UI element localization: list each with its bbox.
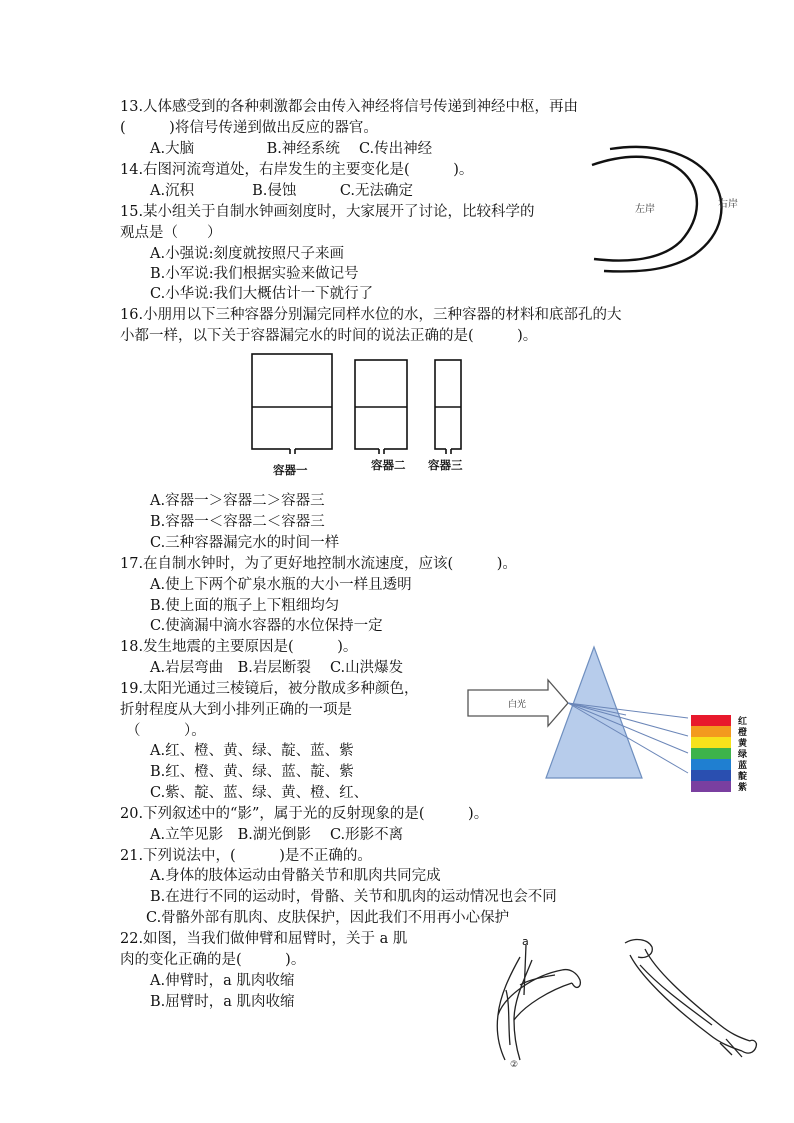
q16-stem-line1: 16.小朋用以下三种容器分别漏完同样水位的水，三种容器的材料和底部孔的大 xyxy=(120,307,622,323)
extended-arm-drawing xyxy=(625,940,756,1057)
spectrum-bar xyxy=(691,715,731,726)
river-bend-figure xyxy=(588,143,758,278)
q14-stem: 14.右图河流弯道处，右岸发生的主要变化是( )。 xyxy=(120,162,474,178)
q17-stem: 17.在自制水钟时，为了更好地控制水流速度，应该( )。 xyxy=(120,556,517,572)
q18-options: A.岩层弯曲 B.岩层断裂 C.山洪爆发 xyxy=(150,660,404,676)
spectrum-label: 紫 xyxy=(738,783,748,793)
q14-options: A.沉积 B.侵蚀 C.无法确定 xyxy=(150,183,414,199)
left-bank-label: 左岸 xyxy=(635,204,655,215)
q17-option-c: C.使滴漏中滴水容器的水位保持一定 xyxy=(150,618,383,634)
spectrum-bar xyxy=(691,770,731,781)
q13-stem-line1: 13.人体感受到的各种刺激都会由传入神经将信号传递到神经中枢，再由 xyxy=(120,99,579,115)
q22-stem-line1: 22.如图，当我们做伸臂和屈臂时，关于 a 肌 xyxy=(120,931,408,947)
q21-option-b: B.在进行不同的运动时，骨骼、关节和肌肉的运动情况也会不同 xyxy=(150,889,557,905)
spectrum-label: 蓝 xyxy=(738,761,748,771)
q16-option-c: C.三种容器漏完水的时间一样 xyxy=(150,535,340,551)
q16-option-a: A.容器一＞容器二＞容器三 xyxy=(150,493,325,509)
q18-stem: 18.发生地震的主要原因是( )。 xyxy=(120,639,358,655)
muscle-a-label-flexed: a xyxy=(522,935,529,948)
spectrum-label: 红 xyxy=(738,717,748,727)
spectrum-bar xyxy=(691,748,731,759)
container-two-shape xyxy=(355,360,407,449)
spectrum-label: 黄 xyxy=(738,739,748,749)
spectrum-bar xyxy=(691,737,731,748)
spectrum-label: 橙 xyxy=(738,728,748,738)
container-two-label: 容器二 xyxy=(371,458,406,472)
q19-option-c: C.紫、靛、蓝、绿、黄、橙、红、 xyxy=(150,785,369,801)
q13-stem-line2: ( )将信号传递到做出反应的器官。 xyxy=(120,120,378,136)
container-one-label: 容器一 xyxy=(273,463,308,477)
q13-options: A.大脑 B.神经系统 C.传出神经 xyxy=(150,141,433,157)
q20-options: A.立竿见影 B.湖光倒影 C.形影不离 xyxy=(150,827,404,843)
q17-option-a: A.使上下两个矿泉水瓶的大小一样且透明 xyxy=(150,577,412,593)
q17-option-b: B.使上面的瓶子上下粗细均匀 xyxy=(150,598,340,614)
q21-option-a: A.身体的肢体运动由骨骼关节和肌肉共同完成 xyxy=(150,868,441,884)
q21-option-c: C.骨骼外部有肌肉、皮肤保护，因此我们不用再小心保护 xyxy=(146,910,510,926)
prism-figure xyxy=(466,643,762,793)
spectrum-labels xyxy=(737,715,748,793)
arm-figures xyxy=(480,935,760,1070)
spectrum-bar xyxy=(691,781,731,792)
q20-stem: 20.下列叙述中的“影”，属于光的反射现象的是( )。 xyxy=(120,806,489,822)
q15-option-a: A.小强说:刻度就按照尺子来画 xyxy=(150,246,344,262)
spectrum-bar xyxy=(691,726,731,737)
white-light-label: 白光 xyxy=(508,699,527,709)
spectrum-label: 靛 xyxy=(738,772,748,782)
q15-option-c: C.小华说:我们大概估计一下就行了 xyxy=(150,286,374,302)
containers-figure xyxy=(245,350,475,478)
q19-stem-line3: （ ）。 xyxy=(126,723,206,739)
spectrum-bars xyxy=(691,715,731,792)
container-one-shape xyxy=(252,354,332,449)
q16-stem-line2: 小都一样，以下关于容器漏完水的时间的说法正确的是( )。 xyxy=(120,328,538,344)
q22-option-a: A.伸臂时，a 肌肉收缩 xyxy=(150,973,295,989)
spectrum-label: 绿 xyxy=(738,750,748,760)
q22-option-b: B.屈臂时，a 肌肉收缩 xyxy=(150,994,295,1010)
q19-option-b: B.红、橙、黄、绿、蓝、靛、紫 xyxy=(150,764,354,780)
q22-stem-line2: 肉的变化正确的是( )。 xyxy=(120,952,306,968)
q19-option-a: A.红、橙、黄、绿、靛、蓝、紫 xyxy=(150,743,354,759)
q19-stem-line2: 折射程度从大到小排列正确的一项是 xyxy=(120,702,352,718)
flexed-arm-drawing xyxy=(497,945,580,1060)
q19-stem-line1: 19.太阳光通过三棱镜后，被分散成多种颜色， xyxy=(120,681,419,697)
q15-stem-line1: 15.某小组关于自制水钟画刻度时，大家展开了讨论，比较科学的 xyxy=(120,204,535,220)
figure-mark: ② xyxy=(510,1060,519,1070)
container-three-shape xyxy=(435,360,461,449)
spectrum-bar xyxy=(691,759,731,770)
q16-option-b: B.容器一＜容器二＜容器三 xyxy=(150,514,325,530)
q15-stem-line2: 观点是（ ） xyxy=(120,225,222,241)
container-three-label: 容器三 xyxy=(428,458,463,472)
q21-stem: 21.下列说法中，( )是不正确的。 xyxy=(120,848,372,864)
right-bank-label: 右岸 xyxy=(718,199,738,210)
q15-option-b: B.小军说:我们根据实验来做记号 xyxy=(150,266,359,282)
